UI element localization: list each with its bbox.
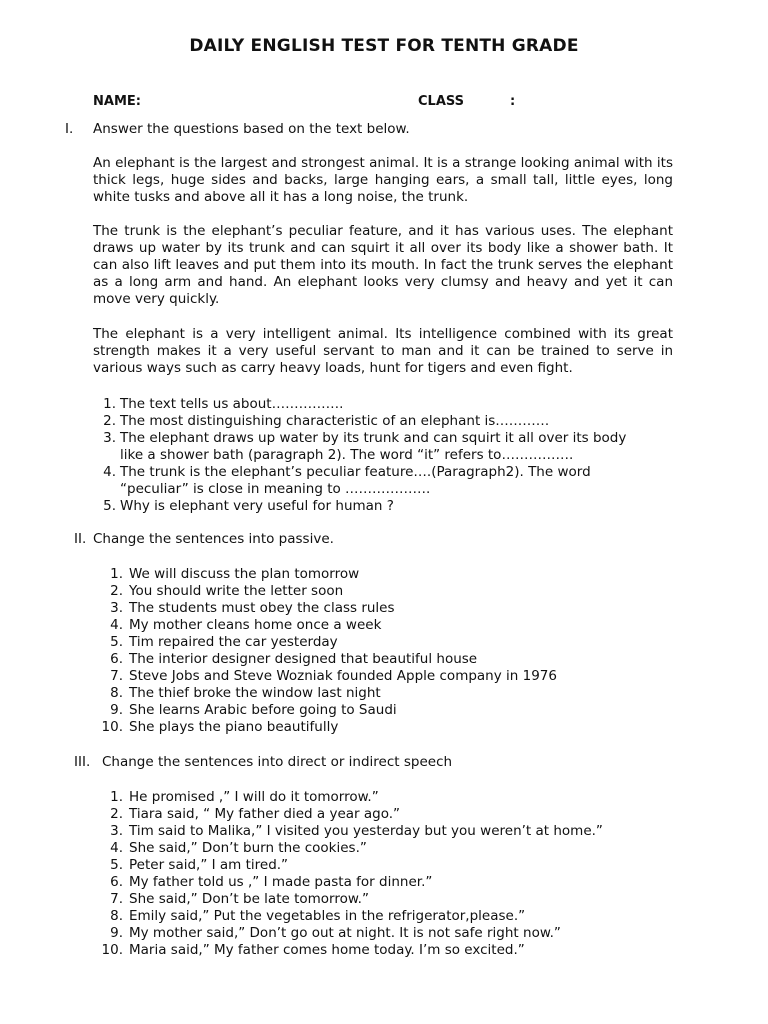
item-number: 9. <box>110 702 123 718</box>
question-number: 1. <box>103 396 116 412</box>
item-text: Tim repaired the car yesterday <box>129 634 338 650</box>
list-item <box>93 908 653 925</box>
list-item <box>93 789 653 806</box>
item-text: She said,” Don’t burn the cookies.” <box>129 840 367 856</box>
reading-paragraph-1: An elephant is the largest and strongest animal. It is a strange looking animal with its thick legs, huge sides and backs, large hanging ears, a small tall, little eyes, long white tusks and above all it has a long noise, the trunk. <box>93 155 673 205</box>
item-number: 1. <box>110 789 123 805</box>
name-label: NAME: <box>93 94 141 109</box>
item-text: The interior designer designed that beautiful house <box>129 651 478 667</box>
question-text: The most distinguishing characteristic of an elephant is………… <box>120 413 550 429</box>
list-item <box>93 806 653 823</box>
item-number: 4. <box>110 840 123 856</box>
section-2-number: II. <box>74 531 87 547</box>
item-number: 7. <box>110 891 123 907</box>
list-item <box>93 891 653 908</box>
item-text: Steve Jobs and Steve Wozniak founded Apple company in 1976 <box>129 668 557 684</box>
reading-paragraph-2: The trunk is the elephant’s peculiar feature, and it has various uses. The elephant draws up water by its trunk and can squirt it all over its body like a shower bath. It can also lift leaves and put them into its mouth. In fact the trunk serves the elephant as a long arm and hand. An elephant looks very clumsy and heavy and yet it can move very quickly. <box>93 223 673 307</box>
question-text: Why is elephant very useful for human ? <box>120 498 394 514</box>
list-item <box>93 685 653 702</box>
list-item <box>93 874 653 891</box>
section-3-instruction: Change the sentences into direct or indirect speech <box>102 754 453 770</box>
item-number: 5. <box>110 857 123 873</box>
list-item <box>93 823 653 840</box>
class-colon: : <box>510 94 516 109</box>
page-title: DAILY ENGLISH TEST FOR TENTH GRADE <box>189 36 579 56</box>
question-text: The elephant draws up water by its trunk and can squirt it all over its body like a shower bath (paragraph 2). The word “it” refers to……………. <box>120 430 627 463</box>
list-item <box>93 617 653 634</box>
list-item <box>93 651 653 668</box>
item-number: 10. <box>101 719 123 735</box>
item-text: She learns Arabic before going to Saudi <box>129 702 397 718</box>
item-number: 9. <box>110 925 123 941</box>
list-item <box>93 719 653 736</box>
item-number: 1. <box>110 566 123 582</box>
item-text: Tiara said, “ My father died a year ago.” <box>129 806 401 822</box>
item-text: She said,” Don’t be late tomorrow.” <box>129 891 369 907</box>
item-text: Maria said,” My father comes home today. I’m so excited.” <box>129 942 525 958</box>
item-text: She plays the piano beautifully <box>129 719 339 735</box>
section-1-instruction: Answer the questions based on the text below. <box>93 121 410 137</box>
item-text: We will discuss the plan tomorrow <box>129 566 360 582</box>
question-number: 2. <box>103 413 116 429</box>
item-number: 3. <box>110 823 123 839</box>
item-number: 6. <box>110 874 123 890</box>
list-item <box>93 857 653 874</box>
comprehension-questions <box>93 396 673 515</box>
item-number: 3. <box>110 600 123 616</box>
question-number: 3. <box>103 430 116 446</box>
item-text: Peter said,” I am tired.” <box>129 857 289 873</box>
section-1-number: I. <box>65 121 74 137</box>
list-item <box>93 566 653 583</box>
item-number: 6. <box>110 651 123 667</box>
question-number: 4. <box>103 464 116 480</box>
question-item <box>93 498 673 515</box>
question-item <box>93 396 673 413</box>
item-text: You should write the letter soon <box>129 583 344 599</box>
item-text: He promised ,” I will do it tomorrow.” <box>129 789 379 805</box>
item-number: 2. <box>110 583 123 599</box>
passive-sentences-list <box>93 566 653 736</box>
item-number: 4. <box>110 617 123 633</box>
question-item <box>93 430 673 464</box>
class-label: CLASS <box>418 94 465 109</box>
list-item <box>93 942 653 959</box>
question-item <box>93 464 673 498</box>
item-number: 7. <box>110 668 123 684</box>
question-number: 5. <box>103 498 116 514</box>
list-item <box>93 925 653 942</box>
item-number: 10. <box>101 942 123 958</box>
item-number: 8. <box>110 685 123 701</box>
question-text: The text tells us about……………. <box>120 396 344 412</box>
item-text: My mother said,” Don’t go out at night. It is not safe right now.” <box>129 925 561 941</box>
item-text: The students must obey the class rules <box>129 600 395 616</box>
list-item <box>93 668 653 685</box>
list-item <box>93 583 653 600</box>
question-item <box>93 413 673 430</box>
item-number: 2. <box>110 806 123 822</box>
item-text: The thief broke the window last night <box>129 685 381 701</box>
list-item <box>93 840 653 857</box>
reading-paragraph-3: The elephant is a very intelligent animal. Its intelligence combined with its great strength makes it a very useful servant to man and it can be trained to serve in various ways such as carry heavy loads, hunt for tigers and even fight. <box>93 326 673 376</box>
item-number: 8. <box>110 908 123 924</box>
question-text: The trunk is the elephant’s peculiar feature….(Paragraph2). The word “peculiar” is close in meaning to ………………. <box>120 464 591 497</box>
list-item <box>93 634 653 651</box>
item-text: My father told us ,” I made pasta for dinner.” <box>129 874 433 890</box>
item-number: 5. <box>110 634 123 650</box>
list-item <box>93 702 653 719</box>
list-item <box>93 600 653 617</box>
section-2-instruction: Change the sentences into passive. <box>93 531 334 547</box>
item-text: Tim said to Malika,” I visited you yesterday but you weren’t at home.” <box>129 823 603 839</box>
item-text: Emily said,” Put the vegetables in the refrigerator,please.” <box>129 908 526 924</box>
item-text: My mother cleans home once a week <box>129 617 382 633</box>
section-3-number: III. <box>74 754 91 770</box>
reported-speech-list <box>93 789 653 959</box>
